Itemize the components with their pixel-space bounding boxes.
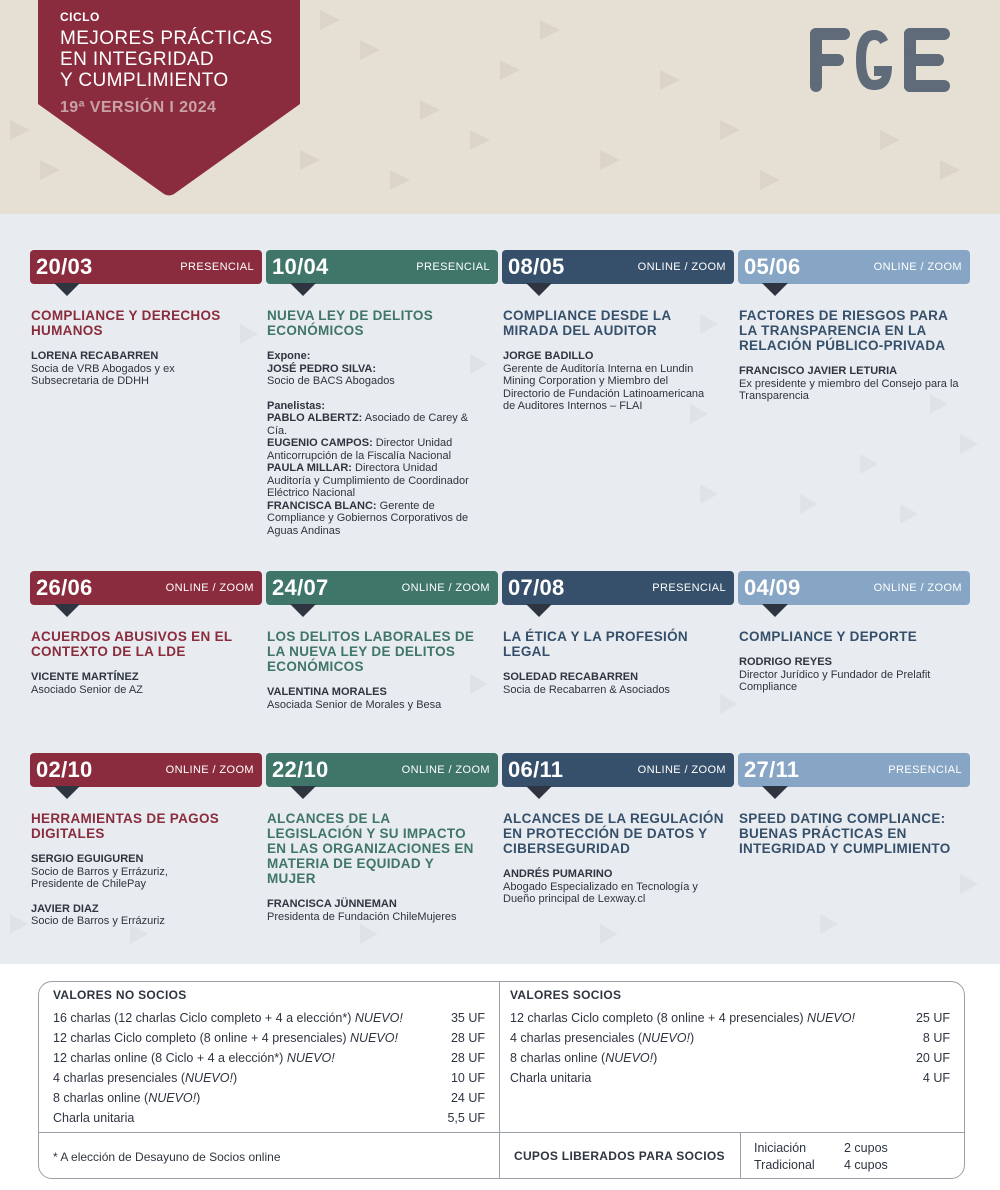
header-pointer [290, 786, 316, 799]
speaker-name: VICENTE MARTÍNEZ [31, 671, 139, 683]
session-date: 08/05 [508, 254, 565, 279]
member-seats-row [754, 1157, 888, 1174]
price-row [53, 1008, 485, 1028]
row-divider [39, 1132, 965, 1133]
session-mode: PRESENCIAL [652, 582, 726, 594]
session-mode: ONLINE / ZOOM [873, 582, 962, 594]
session-date: 02/10 [36, 757, 93, 782]
session-header [30, 571, 262, 605]
session-mode: ONLINE / ZOOM [873, 261, 962, 273]
speaker-role: Socio de Barros y Errázuriz [31, 915, 165, 927]
prices-non-members [53, 988, 485, 1128]
price-label-close: ) [232, 1071, 238, 1085]
page-header [0, 0, 1000, 214]
session-mode: ONLINE / ZOOM [637, 764, 726, 776]
speaker [30, 671, 262, 696]
speaker [266, 350, 498, 388]
speaker-role: Socio de Barros y Errázuriz, Presidente de ChilePay [31, 865, 168, 890]
price-value: 4 UF [922, 1071, 950, 1085]
session-title: COMPLIANCE Y DERECHOS HUMANOS [31, 308, 221, 338]
pricing-table [38, 981, 965, 1179]
header-pointer [526, 283, 552, 296]
session-card [738, 250, 970, 403]
speaker-role: Gerente de Auditoría Interna en Lundin Mining Corporation y Miembro del Directorio de Fundación Latinoamericana de Auditores Internos – FLAI [503, 362, 705, 412]
prices-heading: VALORES SOCIOS [510, 988, 622, 1002]
price-row [53, 1028, 485, 1048]
session-header [30, 250, 262, 284]
price-value: 35 UF [450, 1011, 485, 1025]
price-value: 5,5 UF [447, 1111, 485, 1125]
session-title: HERRAMIENTAS DE PAGOS DIGITALES [31, 811, 220, 841]
price-label: 8 charlas online ( [53, 1091, 149, 1105]
price-label-close: ) [689, 1031, 695, 1045]
speaker-name: VALENTINA MORALES [267, 686, 387, 698]
session-mode: ONLINE / ZOOM [165, 582, 254, 594]
speaker [502, 868, 727, 906]
fge-logo [808, 26, 958, 94]
session-title: COMPLIANCE DESDE LA MIRADA DEL AUDITOR [503, 308, 671, 338]
header-pointer [526, 604, 552, 617]
price-label: Charla unitaria [510, 1071, 592, 1085]
panelist-name: FRANCISCA BLANC: [267, 499, 377, 512]
prices-members [510, 988, 950, 1088]
speaker-name: ANDRÉS PUMARINO [503, 868, 613, 880]
new-tag: NUEVO! [807, 1011, 855, 1025]
seat-level: Tradicional [754, 1158, 815, 1172]
price-label: 4 charlas presenciales ( [53, 1071, 186, 1085]
header-pointer [54, 604, 80, 617]
price-row [510, 1008, 950, 1028]
session-header [30, 753, 262, 787]
new-tag: NUEVO! [148, 1091, 197, 1105]
speaker [502, 671, 734, 696]
session-card [502, 753, 734, 906]
member-seats-row [754, 1140, 888, 1157]
speaker-role: Asociado Senior de AZ [31, 683, 143, 696]
session-header [502, 250, 734, 284]
speaker [266, 898, 498, 923]
price-label: 12 charlas Ciclo completo (8 online + 4 presenciales) [510, 1011, 808, 1025]
series-title-banner [38, 0, 300, 196]
new-tag: NUEVO! [642, 1031, 690, 1045]
session-card [30, 753, 262, 928]
session-header [738, 753, 970, 787]
price-row [510, 1068, 950, 1088]
price-value: 20 UF [915, 1051, 950, 1065]
session-mode: ONLINE / ZOOM [401, 764, 490, 776]
session-header [502, 753, 734, 787]
speaker-role: Socia de VRB Abogados y ex Subsecretaria de DDHH [31, 362, 175, 387]
session-mode: ONLINE / ZOOM [165, 764, 254, 776]
prices-heading: VALORES NO SOCIOS [53, 988, 187, 1002]
session-title: LOS DELITOS LABORALES DE LA NUEVA LEY DE DELITOS ECONÓMICOS [267, 629, 475, 674]
speaker [738, 365, 963, 403]
header-pointer [762, 786, 788, 799]
speaker-role: Director Jurídico y Fundador de Prelafit Compliance [739, 668, 931, 693]
header-pointer [290, 283, 316, 296]
price-label-close: ) [196, 1091, 201, 1105]
panelist-role: Directora Unidad Auditoría y Cumplimiento de Coordinador Eléctrico Nacional [267, 462, 469, 499]
price-label: 8 charlas online ( [510, 1051, 606, 1065]
panelist-name: PAULA MILLAR: [267, 462, 352, 474]
session-card [738, 753, 970, 856]
column-divider [499, 982, 500, 1179]
member-seats-title: CUPOS LIBERADOS PARA SOCIOS [514, 1149, 725, 1163]
session-date: 26/06 [36, 575, 93, 600]
panelist-role: Asociado de Carey & Cía. [267, 412, 469, 437]
session-mode: ONLINE / ZOOM [637, 261, 726, 273]
speaker [30, 853, 190, 891]
speaker-role: Abogado Especializado en Tecnología y Dueño principal de Lexway.cl [503, 880, 698, 905]
price-value: 28 UF [450, 1051, 485, 1065]
session-date: 04/09 [744, 575, 801, 600]
session-title: ALCANCES DE LA LEGISLACIÓN Y SU IMPACTO EN LAS ORGANIZACIONES EN MATERIA DE EQUIDAD Y MUJER [267, 811, 474, 886]
speaker-role: Socia de Recabarren & Asociados [503, 683, 670, 696]
speaker-name: JAVIER DIAZ [31, 902, 99, 915]
price-value: 24 UF [450, 1091, 485, 1105]
session-date: 05/06 [744, 254, 801, 279]
series-title [60, 28, 296, 91]
session-date: 07/08 [508, 575, 565, 600]
panelist-name: EUGENIO CAMPOS: [267, 437, 373, 449]
new-tag: NUEVO! [354, 1011, 403, 1025]
ciclo-label: CICLO [60, 10, 100, 24]
panelist-name: PABLO ALBERTZ: [267, 412, 363, 424]
session-card [502, 250, 734, 413]
speaker-name: JORGE BADILLO [503, 350, 594, 362]
price-row [510, 1028, 950, 1048]
session-title: COMPLIANCE Y DEPORTE [739, 629, 918, 644]
session-title: ACUERDOS ABUSIVOS EN EL CONTEXTO DE LA LDE [31, 629, 233, 659]
session-mode: PRESENCIAL [180, 261, 254, 273]
session-card [738, 571, 970, 694]
session-title: ALCANCES DE LA REGULACIÓN EN PROTECCIÓN DE DATOS Y CIBERSEGURIDAD [503, 811, 724, 856]
price-label: 4 charlas presenciales ( [510, 1031, 643, 1045]
price-label: Charla unitaria [53, 1111, 135, 1125]
expone-label: Expone: [267, 350, 311, 362]
sessions-section [0, 214, 1000, 964]
panelist-role: Gerente de Compliance y Gobiernos Corporativos de Aguas Andinas [267, 499, 469, 537]
seat-count: 2 cupos [844, 1141, 888, 1155]
price-row [53, 1088, 485, 1108]
series-title-line: Y CUMPLIMIENTO [60, 70, 229, 91]
session-title: LA ÉTICA Y LA PROFESIÓN LEGAL [503, 629, 688, 659]
session-card [266, 753, 498, 923]
speaker [266, 686, 498, 711]
member-seats-list [754, 1140, 888, 1174]
speaker-role: Socio de BACS Abogados [267, 375, 395, 387]
panel-label: Panelistas: [267, 399, 326, 412]
speaker-name: FRANCISCA JÜNNEMAN [267, 898, 397, 910]
speaker-name: JOSÉ PEDRO SILVA: [267, 362, 377, 375]
speaker [30, 350, 262, 388]
new-tag: NUEVO! [605, 1051, 654, 1065]
header-pointer [54, 786, 80, 799]
seat-count: 4 cupos [844, 1158, 888, 1172]
price-row [53, 1068, 485, 1088]
header-pointer [762, 283, 788, 296]
session-card [266, 571, 498, 711]
speaker-name: LORENA RECABARREN [31, 350, 159, 362]
session-header [502, 571, 734, 605]
price-value: 8 UF [922, 1031, 950, 1045]
session-title: FACTORES DE RIESGOS PARA LA TRANSPARENCIA EN LA RELACIÓN PÚBLICO-PRIVADA [739, 308, 948, 353]
session-title: SPEED DATING COMPLIANCE: BUENAS PRÁCTICAS EN INTEGRIDAD Y CUMPLIMIENTO [739, 811, 951, 856]
price-row [53, 1108, 485, 1128]
panelist-role: Director Unidad Anticorrupción de la Fiscalía Nacional [267, 437, 453, 462]
session-title: NUEVA LEY DE DELITOS ECONÓMICOS [267, 308, 434, 338]
version-label: 19ª VERSIÓN I 2024 [60, 99, 217, 116]
price-label: 16 charlas (12 charlas Ciclo completo + 4 a elección*) [53, 1011, 355, 1025]
session-date: 22/10 [272, 757, 329, 782]
price-row [53, 1048, 485, 1068]
price-label: 12 charlas online (8 Ciclo + 4 a elección*) [53, 1051, 287, 1065]
session-date: 27/11 [744, 757, 800, 782]
footnote: * A elección de Desayuno de Socios online [53, 1150, 281, 1164]
price-value: 10 UF [450, 1071, 485, 1085]
speaker [502, 350, 707, 413]
session-card [266, 250, 498, 537]
series-title-line: MEJORES PRÁCTICAS [60, 28, 273, 49]
speaker-role: Presidenta de Fundación ChileMujeres [267, 910, 457, 923]
session-date: 20/03 [36, 254, 93, 279]
new-tag: NUEVO! [185, 1071, 233, 1085]
session-date: 10/04 [272, 254, 329, 279]
speaker-name: SOLEDAD RECABARREN [503, 671, 639, 683]
header-pointer [54, 283, 80, 296]
header-pointer [526, 786, 552, 799]
new-tag: NUEVO! [286, 1051, 335, 1065]
session-mode: PRESENCIAL [416, 261, 490, 273]
seat-level: Iniciación [754, 1141, 807, 1155]
new-tag: NUEVO! [350, 1031, 398, 1045]
session-mode: ONLINE / ZOOM [401, 582, 490, 594]
session-card [502, 571, 734, 696]
panelists [266, 400, 478, 538]
speaker-name: SERGIO EGUIGUREN [31, 853, 144, 865]
speaker-role: Ex presidente y miembro del Consejo para la Transparencia [739, 377, 959, 402]
price-row [510, 1048, 950, 1068]
header-pointer [762, 604, 788, 617]
session-mode: PRESENCIAL [888, 764, 962, 776]
session-date: 06/11 [508, 757, 564, 782]
session-card [30, 250, 262, 388]
speaker [30, 903, 262, 928]
price-label-close: ) [653, 1051, 658, 1065]
session-header [266, 753, 498, 787]
session-card [30, 571, 262, 696]
session-date: 24/07 [272, 575, 329, 600]
price-label: 12 charlas Ciclo completo (8 online + 4 presenciales) [53, 1031, 351, 1045]
speaker-name: RODRIGO REYES [739, 656, 832, 668]
price-value: 25 UF [915, 1011, 950, 1025]
session-header [738, 250, 970, 284]
speaker [738, 656, 963, 694]
session-header [266, 250, 498, 284]
speaker-name: FRANCISCO JAVIER LETURIA [739, 365, 898, 377]
speaker-role: Asociada Senior de Morales y Besa [267, 698, 442, 711]
series-title-line: EN INTEGRIDAD [60, 49, 215, 70]
column-divider [740, 1132, 741, 1179]
header-pointer [290, 604, 316, 617]
price-value: 28 UF [450, 1031, 485, 1045]
session-header [738, 571, 970, 605]
session-header [266, 571, 498, 605]
